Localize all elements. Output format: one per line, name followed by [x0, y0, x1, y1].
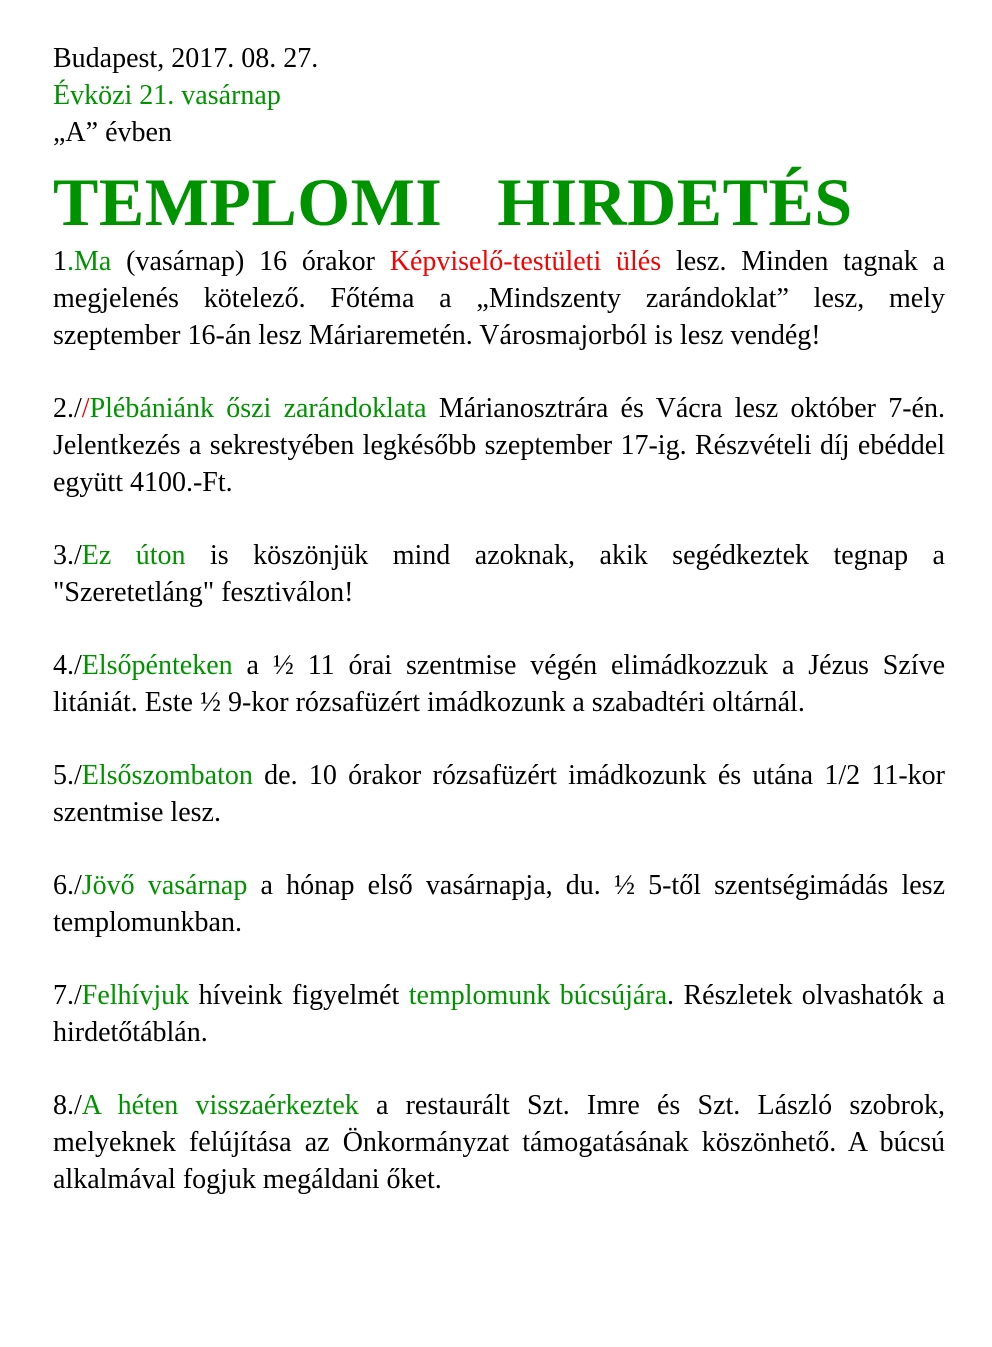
- text-segment: de. 10 órakor rózsafüzért imádkozunk és utána 1/2 11-kor szentmise lesz.: [53, 760, 945, 828]
- text-segment: /: [81, 393, 90, 424]
- text-segment: templomunk búcsújára: [408, 980, 668, 1011]
- announcement-paragraph-4: [53, 647, 945, 721]
- text-segment: 8./: [53, 1090, 82, 1121]
- text-segment: Elsőszombaton: [81, 760, 253, 791]
- text-segment: Márianosztrára és Vácra lesz október 7-én. Jelentkezés a sekrestyében legkésőbb szeptember 17-ig. Részvételi díj ebéddel együtt 4100.-Ft.: [53, 393, 945, 498]
- text-segment: is köszönjük mind azoknak, akik segédkeztek tegnap a "Szeretetláng" fesztiválon!: [53, 540, 945, 608]
- text-segment: . Részletek olvashatók a hirdetőtáblán.: [53, 980, 945, 1048]
- announcement-list: [53, 243, 945, 1198]
- text-segment: a restaurált Szt. Imre és Szt. László szobrok, melyeknek felújítása az Önkormányzat támogatásának köszönhető. A búcsú alkalmával fogjuk megáldani őket.: [53, 1090, 945, 1195]
- text-segment: 4./: [53, 650, 82, 681]
- text-segment: Elsőpénteken: [81, 650, 233, 681]
- text-segment: Ez úton: [81, 540, 186, 571]
- text-segment: híveink figyelmét: [189, 980, 409, 1011]
- text-segment: 2./: [53, 393, 82, 424]
- text-segment: 3./: [53, 540, 82, 571]
- announcement-paragraph-5: [53, 757, 945, 831]
- text-segment: Képviselő-testületi ülés: [389, 246, 662, 277]
- text-segment: 1: [53, 246, 67, 277]
- text-segment: Plébániánk őszi zarándoklata: [89, 393, 427, 424]
- announcement-paragraph-6: [53, 867, 945, 941]
- text-segment: 5./: [53, 760, 82, 791]
- text-segment: lesz. Minden tagnak a megjelenés kötelező. Főtéma a „Mindszenty zarándoklat” lesz, mely szeptember 16-án lesz Máriaremetén. Városmajorból is lesz vendég!: [53, 246, 946, 351]
- announcement-paragraph-1: [53, 243, 945, 354]
- announcement-paragraph-2: [53, 390, 945, 501]
- announcement-paragraph-7: [53, 977, 945, 1051]
- announcement-paragraph-8: [53, 1087, 945, 1198]
- text-segment: Felhívjuk: [81, 980, 190, 1011]
- text-segment: .Ma: [67, 246, 112, 277]
- document-header: [53, 40, 945, 151]
- year-cycle-line: „A” évben: [53, 117, 172, 148]
- document-title: TEMPLOMI HIRDETÉS: [53, 164, 853, 240]
- date-line: Budapest, 2017. 08. 27.: [53, 43, 319, 74]
- text-segment: (vasárnap) 16 órakor: [111, 246, 390, 277]
- text-segment: A héten visszaérkeztek: [81, 1090, 359, 1121]
- text-segment: a ½ 11 órai szentmise végén elimádkozzuk a Jézus Szíve litániát. Este ½ 9-kor rózsafüzért imádkozunk a szabadtéri oltárnál.: [53, 650, 945, 718]
- text-segment: Jövő vasárnap: [81, 870, 248, 901]
- liturgical-day-line: Évközi 21. vasárnap: [53, 80, 281, 111]
- text-segment: 6./: [53, 870, 82, 901]
- announcement-paragraph-3: [53, 537, 945, 611]
- text-segment: 7./: [53, 980, 82, 1011]
- text-segment: a hónap első vasárnapja, du. ½ 5-től szentségimádás lesz templomunkban.: [53, 870, 945, 938]
